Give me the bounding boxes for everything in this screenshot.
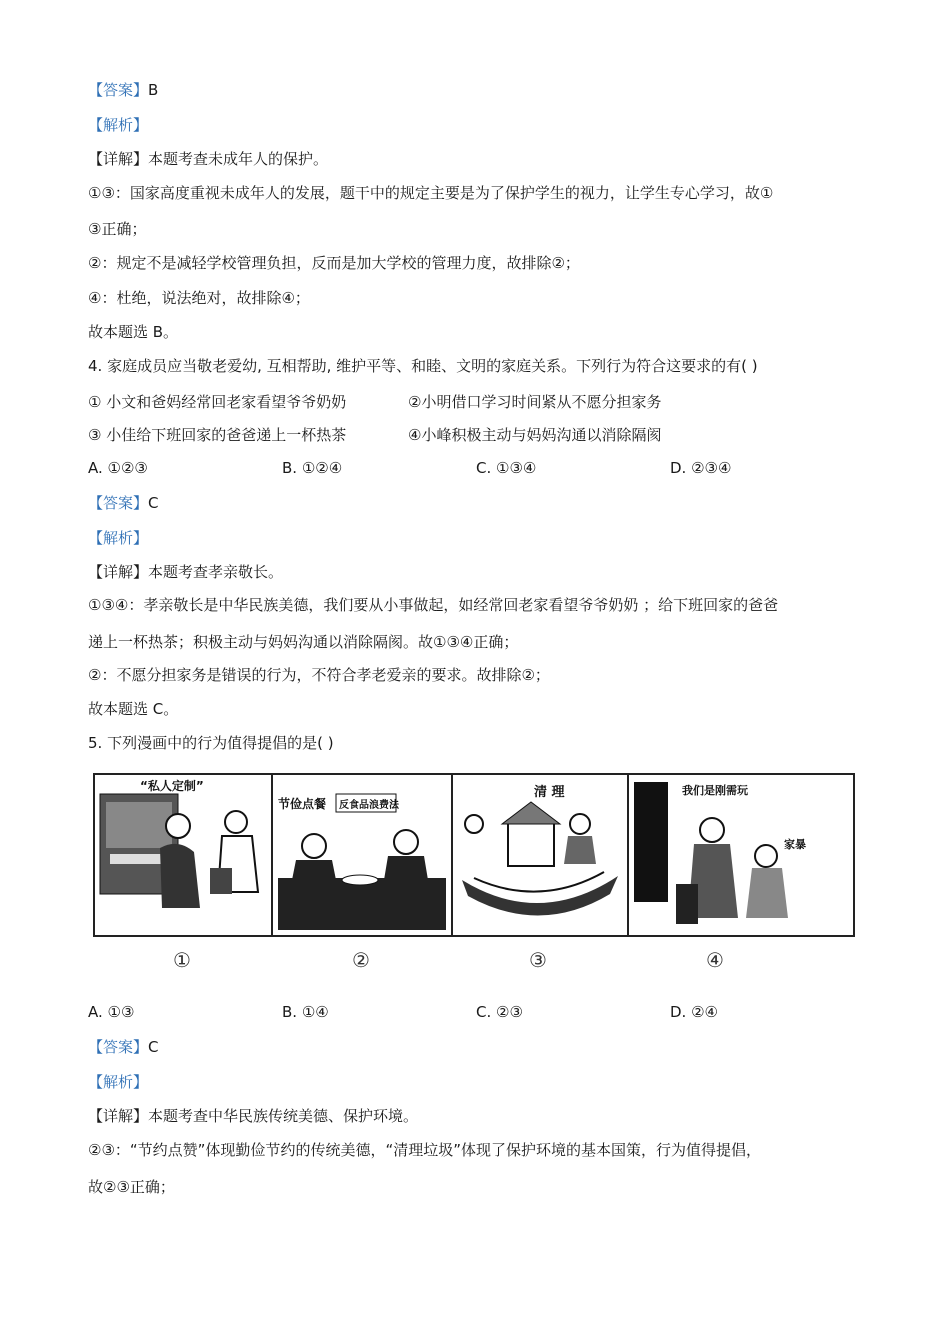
analysis-text: ①③：国家高度重视未成年人的发展，题干中的规定主要是为了保护学生的视力，让学生专心学习，故① [88, 184, 774, 202]
detail-line: 【详解】本题考查孝亲敬长。 [88, 563, 284, 581]
question-4-stem: 4. 家庭成员应当敬老爱幼, 互相帮助, 维护平等、和睦、文明的家庭关系。下列行为符合这要求的有( ) [88, 357, 758, 375]
q4-answer-line [88, 493, 159, 513]
answer-value: B [148, 81, 159, 99]
analysis-text: ②：规定不是减轻学校管理负担，反而是加大学校的管理力度，故排除②； [88, 254, 580, 272]
option-a: A. ①②③ [88, 459, 148, 477]
analysis-tag: 【解析】 [88, 529, 149, 547]
conclusion-line: 故本题选 B。 [88, 323, 179, 341]
answer-value: C [148, 494, 159, 512]
analysis-tag: 【解析】 [88, 116, 149, 134]
comic-panel-number: ④ [706, 948, 724, 972]
option-b: B. ①④ [282, 1003, 329, 1021]
option-d: D. ②③④ [670, 459, 732, 477]
q5-answer-line [88, 1037, 159, 1057]
statement: ②小明借口学习时间紧从不愿分担家务 [408, 393, 662, 411]
comic-panel-number: ② [352, 948, 370, 972]
question-5-stem: 5. 下列漫画中的行为值得提倡的是( ) [88, 734, 334, 752]
comic-sign: 反食品浪费法 [339, 800, 399, 811]
analysis-text: ①③④：孝亲敬长是中华民族美德，我们要从小事做起，如经常回老家看望爷爷奶奶 ；给下班回家的爸爸 [88, 596, 779, 614]
statement: ④小峰积极主动与妈妈沟通以消除隔阂 [408, 426, 662, 444]
answer-tag: 【答案】 [88, 494, 149, 512]
analysis-tag: 【解析】 [88, 1073, 149, 1091]
comic-caption: 家暴 [784, 838, 806, 851]
option-a: A. ①③ [88, 1003, 135, 1021]
analysis-text: ②：不愿分担家务是错误的行为，不符合孝老爱亲的要求。故排除②； [88, 666, 550, 684]
comic-panel-number: ① [173, 948, 191, 972]
analysis-text: 递上一杯热茶；积极主动与妈妈沟通以消除隔阂。故①③④正确； [88, 633, 519, 651]
comic-sign: 节俭点餐 [278, 797, 327, 811]
analysis-text: ②③：“节约点赞”体现勤俭节约的传统美德，“清理垃圾”体现了保护环境的基本国策，行为值得提倡， [88, 1141, 761, 1159]
option-c: C. ②③ [476, 1003, 523, 1021]
comic-panel-number: ③ [529, 948, 547, 972]
option-d: D. ②④ [670, 1003, 718, 1021]
comic-caption: 清 理 [534, 785, 565, 800]
statement: ① 小文和爸妈经常回老家看望爷爷奶奶 [88, 393, 347, 411]
conclusion-line: 故本题选 C。 [88, 700, 179, 718]
comic-caption: 我们是刚需玩 [682, 784, 748, 797]
answer-value: C [148, 1038, 159, 1056]
q3-answer-line [88, 80, 158, 100]
option-c: C. ①③④ [476, 459, 537, 477]
comic-caption: “私人定制” [140, 779, 204, 793]
answer-tag: 【答案】 [88, 1038, 149, 1056]
option-b: B. ①②④ [282, 459, 343, 477]
statement: ③ 小佳给下班回家的爸爸递上一杯热茶 [88, 426, 347, 444]
answer-tag: 【答案】 [88, 81, 149, 99]
detail-line: 【详解】本题考查中华民族传统美德、保护环境。 [88, 1107, 419, 1125]
analysis-text: 故②③正确； [88, 1178, 175, 1196]
comic-strip-image [90, 768, 858, 943]
analysis-text: ③正确； [88, 220, 147, 238]
detail-line: 【详解】本题考查未成年人的保护。 [88, 150, 329, 168]
analysis-text: ④：杜绝，说法绝对，故排除④； [88, 289, 310, 307]
